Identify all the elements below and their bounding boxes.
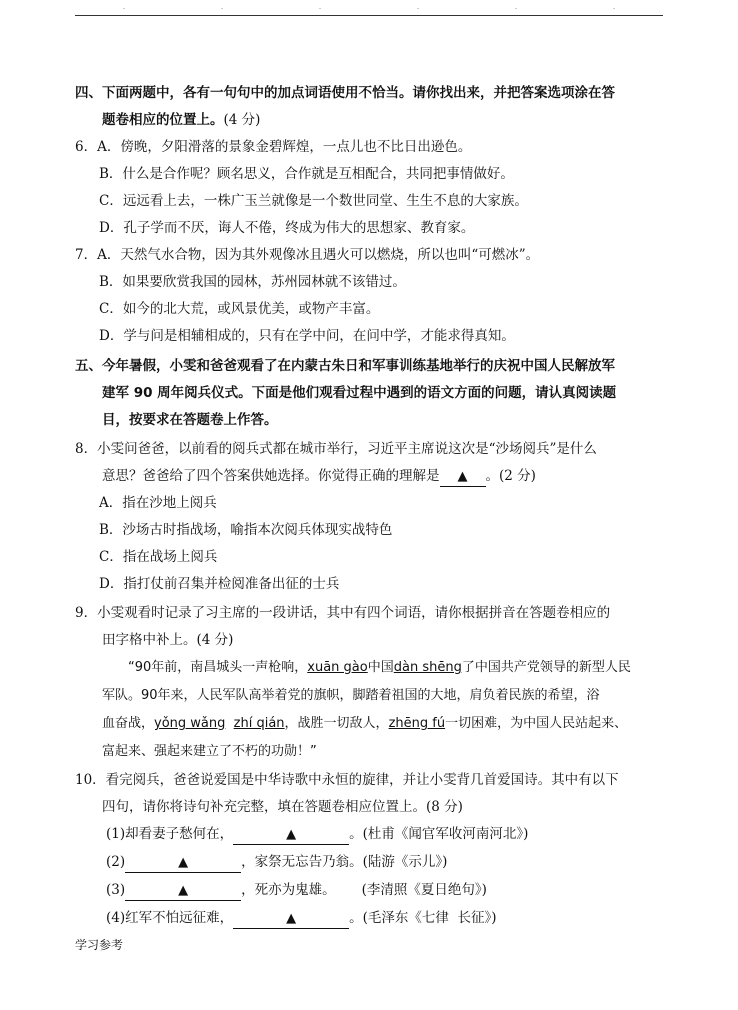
q10-item3: (3) ▲ ，死亦为鬼雄。 (李清照《夏日绝句》) xyxy=(106,880,487,901)
pinyin-dansheng: dàn shēng xyxy=(393,660,462,675)
section5-line2: 建军 90 周年阅兵仪式。下面是他们观看过程中遇到的语文方面的问题，请认真阅读题 xyxy=(102,385,617,401)
q8-stem-line1: 8．小雯问爸爸，以前看的阅兵式都在城市举行，习近平主席说这次是“沙场阅兵”是什么 xyxy=(75,441,597,457)
q9-stem-line2: 田字格中补上。(4 分) xyxy=(102,632,234,648)
header-rule xyxy=(75,15,663,16)
pinyin-xuangao: xuān gào xyxy=(307,660,368,675)
q10-item1-blank: ▲ xyxy=(233,826,349,845)
q10-stem-line2: 四句，请你将诗句补充完整，填在答题卷相应位置上。(8 分) xyxy=(102,799,463,815)
q10-item4: (4)红军不怕远征难， ▲ 。(毛泽东《七律 长征》) xyxy=(106,908,497,929)
q10-item2: (2) ▲ ，家祭无忘告乃翁。(陆游《示儿》) xyxy=(106,852,447,873)
q7-option-d: D．学与问是相辅相成的，只有在学中问，在问中学，才能求得真知。 xyxy=(99,328,515,344)
q10-stem-line1: 10．看完阅兵，爸爸说爱国是中华诗歌中永恒的旋律，并让小雯背几首爱国诗。其中有以下 xyxy=(75,772,619,788)
q10-item1: (1)却看妻子愁何在， ▲ 。(杜甫《闻官军收河南河北》) xyxy=(106,824,528,845)
pinyin-zhengfu: zhēng fú xyxy=(388,716,446,731)
q9-passage-line4: 富起来、强起来建立了不朽的功勋！” xyxy=(102,744,317,759)
q6-option-a: 6．A．傍晚，夕阳滑落的景象金碧辉煌，一点儿也不比日出逊色。 xyxy=(75,139,472,155)
q8-option-b: B．沙场古时指战场，喻指本次阅兵体现实战特色 xyxy=(99,522,393,538)
q10-item3-source: (李清照《夏日绝句》) xyxy=(361,882,487,898)
q9-stem-line1: 9．小雯观看时记录了习主席的一段讲话，其中有四个词语，请你根据拼音在答题卷相应的 xyxy=(75,605,611,621)
section5-line3: 目，按要求在答题卷上作答。 xyxy=(102,412,278,428)
section5-line1: 五、今年暑假，小雯和爸爸观看了在内蒙古朱日和军事训练基地举行的庆祝中国人民解放军 xyxy=(75,358,615,374)
q8-stem-line2: 意思？爸爸给了四个答案供她选择。你觉得正确的理解是 ▲ 。(2 分) xyxy=(102,466,536,487)
section4-title-line1: 四、下面两题中，各有一句句中的加点词语使用不恰当。请你找出来，并把答案选项涂在答 xyxy=(75,85,615,101)
header-dots: . . . . . . xyxy=(122,2,616,11)
footer-label: 学习参考 xyxy=(75,938,124,952)
section4-title-line2 xyxy=(102,110,260,130)
q8-option-a: A．指在沙地上阅兵 xyxy=(99,495,217,511)
section4-score: (4 分) xyxy=(223,112,261,128)
q10-item4-blank: ▲ xyxy=(233,910,349,929)
pinyin-zhiqian: zhí qián xyxy=(233,716,285,731)
q7-option-b: B．如果要欣赏我国的园林，苏州园林就不该错过。 xyxy=(99,274,406,290)
q9-passage-line1: “90年前，南昌城头一声枪响，xuān gào中国dàn shēng了中国共产党领导的新型人民 xyxy=(128,660,631,675)
q6-option-c: C．远远看上去，一株广玉兰就像是一个数世同堂、生生不息的大家族。 xyxy=(99,193,528,209)
q6-option-b: B．什么是合作呢？顾名思义，合作就是互相配合，共同把事情做好。 xyxy=(99,166,514,182)
q8-answer-blank: ▲ xyxy=(440,468,486,487)
q8-option-d: D．指打仗前召集并检阅准备出征的士兵 xyxy=(99,576,340,592)
q7-option-a: 7．A．天然气水合物，因为其外观像冰且遇火可以燃烧，所以也叫“可燃冰”。 xyxy=(75,247,540,263)
section4-title-bold: 题卷相应的位置上。 xyxy=(102,112,224,128)
q6-option-d: D．孔子学而不厌，诲人不倦，终成为伟大的思想家、教育家。 xyxy=(99,220,475,236)
q10-item3-blank: ▲ xyxy=(125,882,241,901)
q10-item2-blank: ▲ xyxy=(125,854,241,873)
q9-passage-line2: 军队。90年来，人民军队高举着党的旗帜，脚踏着祖国的大地，肩负着民族的希望，浴 xyxy=(102,688,600,703)
pinyin-yongwang: yǒng wǎng xyxy=(154,716,226,731)
q9-passage-line3: 血奋战，yǒng wǎng zhí qián，战胜一切敌人，zhēng fú一切困难，为中国人民站起来、 xyxy=(102,716,628,731)
q8-option-c: C．指在战场上阅兵 xyxy=(99,549,218,565)
q7-option-c: C．如今的北大荒，或风景优美，或物产丰富。 xyxy=(99,301,380,317)
